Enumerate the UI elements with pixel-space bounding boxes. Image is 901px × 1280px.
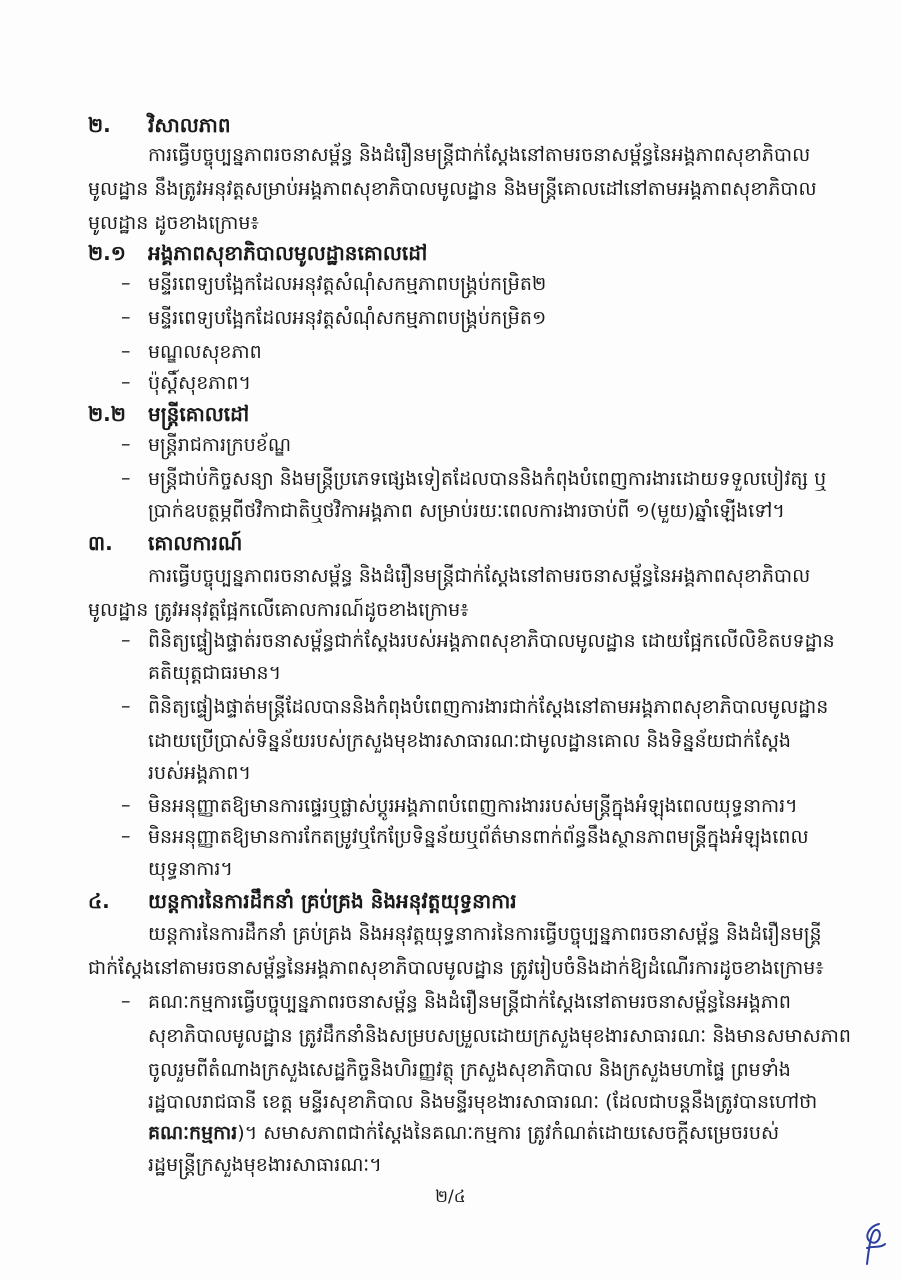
bullet-dash: – [121,794,131,816]
section-2-para-line: មូលដ្ឋាន ដូចខាងក្រោម៖ [88,212,259,234]
section-4-title: យន្តការនៃការដឹកនាំ គ្រប់គ្រង និងអនុវត្តយុទ្ធនាការ [148,889,517,913]
list-item-continuation: យុទ្ធនាការ។ [148,858,233,880]
list-item: មិនអនុញ្ញាតឱ្យមានការផ្ទេរឬផ្លាស់ប្តូរអង្គភាពបំពេញការងាររបស់មន្ត្រីក្នុងអំឡុងពេលយុទ្ធនាការ។ [148,795,798,817]
list-item-continuation: រដ្ឋមន្ត្រីក្រសួងមុខងារសាធារណៈ។ [148,1154,382,1176]
bullet-dash: – [121,371,131,393]
list-item: គណៈកម្មការធ្វើបច្ចុប្បន្នភាពរចនាសម្ព័ន្ធ និងដំរឿនមន្ត្រីជាក់ស្តែងនៅតាមរចនាសម្ព័ន្ធនៃអង្គភាព [148,991,791,1013]
section-2-para-line: មូលដ្ឋាន នឹងត្រូវអនុវត្តសម្រាប់អង្គភាពសុខាភិបាលមូលដ្ឋាន និងមន្ត្រីគោលដៅនៅតាមអង្គភាពសុខាភិបាល [88,178,817,200]
section-3-title: គោលការណ៍ [148,531,243,555]
list-item: មន្ទីរពេទ្យបង្អែកដែលអនុវត្តសំណុំសកម្មភាពបង្គ្រប់កម្រិត១ [148,307,547,329]
list-item: មន្ទីរពេទ្យបង្អែកដែលអនុវត្តសំណុំសកម្មភាពបង្គ្រប់កម្រិត២ [148,273,547,295]
list-item: ពិនិត្យផ្ទៀងផ្ទាត់រចនាសម្ព័ន្ធជាក់ស្តែងរបស់អង្គភាពសុខាភិបាលមូលដ្ឋាន ដោយផ្អែកលើលិខិតបទដ្ឋាន [148,630,835,652]
bold-term-tail: )។ សមាសភាពជាក់ស្តែងនៃគណៈកម្មការ ត្រូវកំណត់ដោយសេចក្តីសម្រេចរបស់ [237,1122,780,1144]
list-item-continuation: គតិយុត្តជាធរមាន។ [148,662,282,684]
section-3-para-line: ការធ្វើបច្ចុប្បន្នភាពរចនាសម្ព័ន្ធ និងដំរឿនមន្ត្រីជាក់ស្តែងនៅតាមរចនាសម្ព័ន្ធនៃអង្គភាពសុខាភិបាល [148,565,811,587]
bullet-dash: – [121,467,131,489]
section-4-para-line: ជាក់ស្តែងនៅតាមរចនាសម្ព័ន្ធនៃអង្គភាពសុខាភិបាលមូលដ្ឋាន ត្រូវរៀបចំនិងដាក់ឱ្យដំណើរការដូចខាងក្រោម៖ [88,957,824,979]
section-3-number: ៣. [88,531,113,555]
list-item: មណ្ឌលសុខភាព [148,341,262,363]
section-3-para-line: មូលដ្ឋាន ត្រូវអនុវត្តផ្អែកលើគោលការណ៍ដូចខាងក្រោម៖ [88,599,469,621]
bullet-dash: – [121,629,131,651]
section-4-number: ៤. [88,889,110,913]
handwritten-initial-icon [855,1218,889,1270]
list-item: មិនអនុញ្ញាតឱ្យមានការកែតម្រូវឬកែប្រែទិន្នន័យឬព័ត៌មានពាក់ព័ន្ធនឹងស្ថានភាពមន្ត្រីក្នុងអំឡុងពេល [148,826,809,848]
list-item-continuation-with-bold [148,1121,779,1145]
list-item: ប៉ុស្តិ៍សុខភាព។ [148,372,251,394]
bullet-dash: – [121,340,131,362]
list-item-continuation: ដោយប្រើប្រាស់ទិន្នន័យរបស់ក្រសួងមុខងារសាធារណៈជាមូលដ្ឋានគោល និងទិន្នន័យជាក់ស្តែង [148,730,791,752]
list-item-continuation: រដ្ឋបាលរាជធានី ខេត្ត មន្ទីរសុខាភិបាល និងមន្ទីរមុខងារសាធារណៈ (ដែលជាបន្តនឹងត្រូវបានហៅថា [148,1091,818,1113]
list-item: មន្ត្រីរាជការក្របខ័ណ្ឌ [148,434,292,456]
section-2-1-title: អង្គភាពសុខាភិបាលមូលដ្ឋានគោលដៅ [148,241,428,265]
section-2-para-line: ការធ្វើបច្ចុប្បន្នភាពរចនាសម្ព័ន្ធ និងដំរឿនមន្ត្រីជាក់ស្តែងនៅតាមរចនាសម្ព័ន្ធនៃអង្គភាពសុខាភិបាល [148,144,811,166]
section-4-para-line: យន្តការនៃការដឹកនាំ គ្រប់គ្រង និងអនុវត្តយុទ្ធនាការនៃការធ្វើបច្ចុប្បន្នភាពរចនាសម្ព័ន្ធ និងដំរឿនមន្ត្រី [148,923,822,945]
bullet-dash: – [121,433,131,455]
section-2-number: ២. [88,113,111,137]
list-item-continuation: ចូលរួមពីតំណាងក្រសួងសេដ្ឋកិច្ចនិងហិរញ្ញវត្ថុ ក្រសួងសុខាភិបាល និងក្រសួងមហាផ្ទៃ ព្រមទាំង [148,1059,791,1081]
list-item: មន្ត្រីជាប់កិច្ចសន្យា និងមន្ត្រីប្រភេទផ្សេងទៀតដែលបាននិងកំពុងបំពេញការងារដោយទទួលបៀវត្ស ឬ [148,468,827,490]
section-2-1-number: ២.១ [88,241,126,265]
list-item-continuation: របស់អង្គភាព។ [148,762,251,784]
bullet-dash: – [121,990,131,1012]
list-item: ពិនិត្យផ្ទៀងផ្ទាត់មន្ត្រីដែលបាននិងកំពុងបំពេញការងារជាក់ស្តែងនៅតាមអង្គភាពសុខាភិបាលមូលដ្ឋាន [148,696,829,718]
bullet-dash: – [121,306,131,328]
section-2-2-title: មន្ត្រីគោលដៅ [148,402,250,426]
page-number: ២/៤ [435,1187,466,1207]
list-item-continuation: ប្រាក់ឧបត្ថម្ភពីថវិកាជាតិឬថវិកាអង្គភាព សម្រាប់រយៈពេលការងារចាប់ពី ១(មួយ)ឆ្នាំឡើងទៅ។ [148,500,785,522]
bold-term: គណៈកម្មការ [148,1122,238,1144]
bullet-dash: – [121,695,131,717]
bullet-dash: – [121,825,131,847]
section-2-2-number: ២.២ [88,402,126,426]
bullet-dash: – [121,272,131,294]
list-item-continuation: សុខាភិបាលមូលដ្ឋាន ត្រូវដឹកនាំនិងសម្របសម្រួលដោយក្រសួងមុខងារសាធារណៈ និងមានសមាសភាព [148,1025,851,1047]
section-2-title: វិសាលភាព [148,113,231,137]
